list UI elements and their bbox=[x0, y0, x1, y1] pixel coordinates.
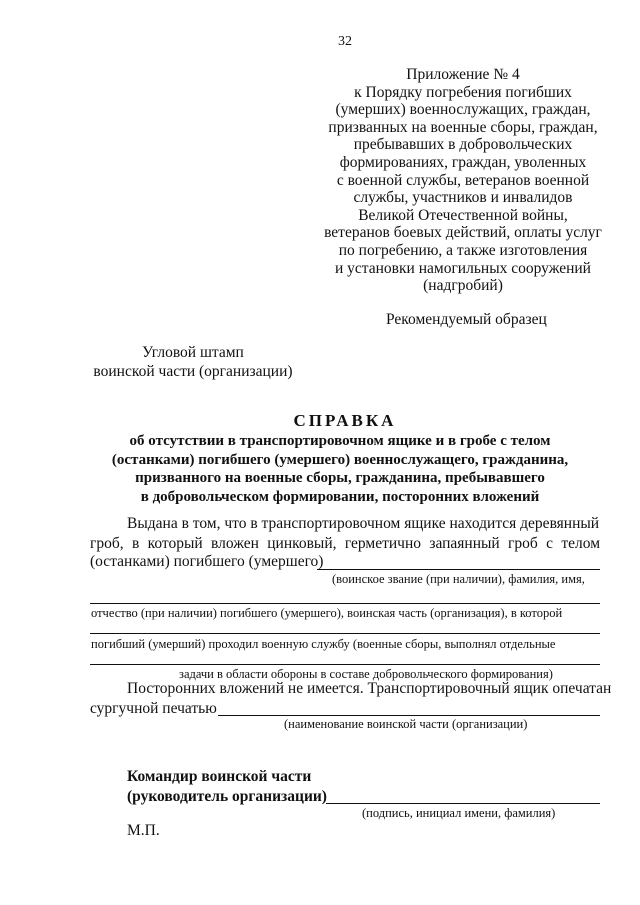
body-text-line: (останками) погибшего (умершего) bbox=[90, 553, 324, 570]
field-caption: отчество (при наличии) погибшего (умершего), воинская часть (организация), в которой bbox=[91, 606, 563, 620]
stamp-line: Угловой штамп bbox=[142, 344, 244, 361]
fill-in-line bbox=[317, 569, 600, 570]
seal-label: М.П. bbox=[127, 822, 160, 839]
body-text-line: гроб, в который вложен цинковый, герметично запаянный гроб с телом bbox=[90, 535, 600, 552]
subtitle-line: в добровольческом формировании, посторонних вложений bbox=[140, 488, 540, 505]
field-caption: (наименование воинской части (организации) bbox=[284, 717, 528, 731]
document-title: СПРАВКА bbox=[293, 411, 397, 430]
appendix-line: Великой Отечественной войны, bbox=[358, 206, 568, 224]
field-caption: погибший (умерший) проходил военную службу (военные сборы, выполнял отдельные bbox=[91, 637, 556, 651]
page-number: 32 bbox=[338, 34, 352, 49]
fill-in-line bbox=[90, 633, 600, 634]
sample-label: Рекомендуемый образец bbox=[386, 311, 547, 328]
appendix-line: (надгробий) bbox=[423, 277, 503, 295]
appendix-line: по погребению, а также изготовления bbox=[338, 241, 588, 259]
appendix-line: службы, участников и инвалидов bbox=[353, 189, 573, 207]
body-text-line: Выдана в том, что в транспортировочном ящике находится деревянный bbox=[127, 515, 600, 532]
stamp-line: воинской части (организации) bbox=[93, 363, 293, 380]
fill-in-line bbox=[90, 603, 600, 604]
appendix-line: (умерших) военнослужащих, граждан, bbox=[335, 101, 591, 119]
appendix-line: ветеранов боевых действий, оплаты услуг bbox=[324, 224, 602, 242]
appendix-line: и установки намогильных сооружений bbox=[335, 259, 591, 277]
subtitle-line: (останками) погибшего (умершего) военнослужащего, гражданина, bbox=[111, 451, 569, 468]
subtitle-line: об отсутствии в транспортировочном ящике и в гробе с телом bbox=[129, 433, 551, 449]
signature-line bbox=[326, 803, 600, 804]
appendix-line: пребывавших в добровольческих bbox=[353, 136, 573, 154]
field-caption: (воинское звание (при наличии), фамилия, имя, bbox=[332, 572, 585, 586]
fill-in-line bbox=[218, 715, 600, 716]
subtitle-line: призванного на военные сборы, гражданина, пребывавшего bbox=[135, 470, 545, 486]
appendix-line: призванных на военные сборы, граждан, bbox=[328, 118, 598, 136]
signature-caption: (подпись, инициал имени, фамилия) bbox=[362, 806, 556, 820]
appendix-header bbox=[318, 66, 608, 295]
document-subtitle bbox=[60, 432, 620, 506]
field-caption: задачи в области обороны в составе добровольческого формирования) bbox=[179, 667, 553, 681]
fill-in-line bbox=[90, 664, 600, 665]
corner-stamp-label bbox=[88, 343, 298, 381]
body-text-line: сургучной печатью bbox=[90, 700, 217, 717]
appendix-line: Приложение № 4 bbox=[406, 66, 520, 83]
signature-title-line: (руководитель организации) bbox=[127, 788, 327, 805]
signature-title-line: Командир воинской части bbox=[127, 768, 312, 785]
body-text-line: Посторонних вложений не имеется. Транспортировочный ящик опечатан bbox=[127, 680, 612, 697]
appendix-line: к Порядку погребения погибших bbox=[354, 83, 572, 101]
appendix-line: формированиях, граждан, уволенных bbox=[339, 153, 587, 171]
appendix-line: с военной службы, ветеранов военной bbox=[336, 171, 590, 189]
